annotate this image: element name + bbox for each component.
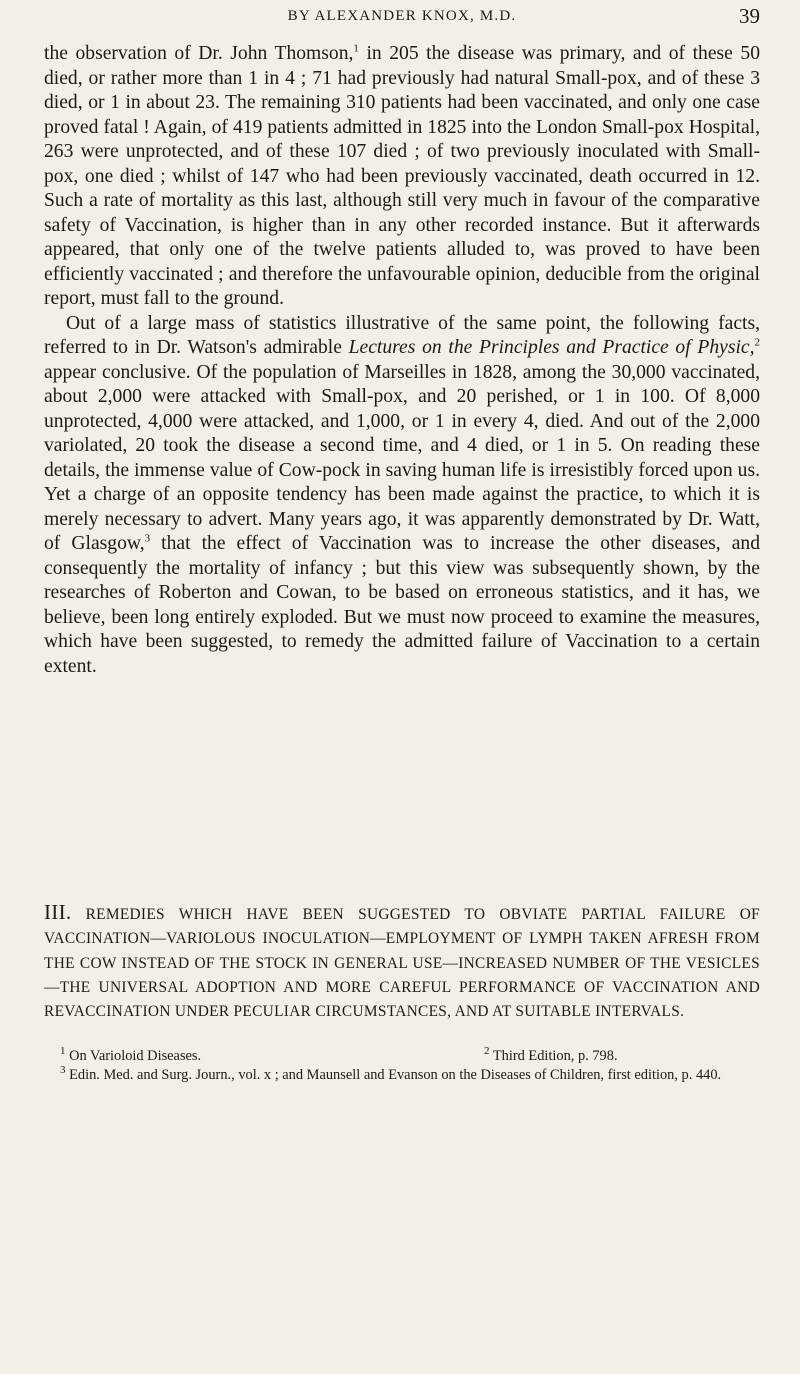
footnote-text: Third Edition, p. 798.: [489, 1048, 618, 1064]
footnote-text: Edin. Med. and Surg. Journ., vol. x ; and Maunsell and Evanson on the Diseases of Children, first edition, p. 440.: [65, 1067, 722, 1083]
footnote-marker: 2: [484, 1045, 490, 1058]
footnote-ref-2: 2: [754, 336, 761, 349]
running-title: BY ALEXANDER KNOX, M.D.: [287, 8, 517, 24]
page-number: 39: [739, 4, 760, 28]
text-run: Out of a large mass of statistics illustrative of the same point, the following facts, referred to in Dr. Watson's admirable: [44, 312, 760, 358]
footnote-ref-3: 3: [144, 532, 151, 545]
text-run: that the effect of Vaccination was to increase the other diseases, and consequently the mortality of infancy ; but this view was subsequently shown, by the researches of Roberton and Cowan, to be based on erroneous statistics, and it has, we believe, been long entirely exploded. But we must now proceed to examine the measures, which have been suggested, to remedy the admitted failure of Vaccination to a certain extent.: [44, 533, 760, 677]
book-title: Lectures on the Principles and Practice of Physic,: [348, 337, 755, 358]
footnote-1: [60, 1047, 201, 1066]
footnote-row: [44, 1047, 760, 1066]
running-head: [44, 4, 760, 34]
footnote-2: [484, 1047, 618, 1066]
footnote-3: [44, 1066, 760, 1085]
paragraph-1: [44, 42, 760, 312]
text-run: in 205 the disease was primary, and of these 50 died, or rather more than 1 in 4 ; 71 had previously had natural Small-pox, and of these 3 died, or 1 in about 23. The remaining 310 patients had been vaccinated, and only one case proved fatal ! Again, of 419 patients admitted in 1825 into the London Small-pox Hospital, 263 were unprotected, and of these 107 died ; of two previously inoculated with Small-pox, one died ; whilst of 147 who had been previously vaccinated, death occurred in 12. Such a rate of mortality as this last, although still very much in favour of the comparative safety of Vaccination, is higher than in any other recorded instance. But it afterwards appeared, that only one of the twelve patients alluded to, was proved to have been efficiently vaccinated ; and therefore the unfavourable opinion, deducible from the original report, must fall to the ground.: [44, 43, 760, 309]
text-run: appear conclusive. Of the population of Marseilles in 1828, among the 30,000 vaccinated, about 2,000 were attacked with Small-pox, and 20 perished, or 1 in 100. Of 8,000 unprotected, 4,000 were attacked, and 1,000, or 1 in every 4, died. And out of the 2,000 variolated, 20 took the disease a second time, and 4 died, or 1 in 5. On reading these details, the immense value of Cow-pock in saving human life is irresistibly forced upon us. Yet a charge of an opposite tendency has been made against the practice, to which it is merely necessary to advert. Many years ago, it was apparently demonstrated by Dr. Watt, of Glasgow,: [44, 361, 760, 554]
section-numeral: III.: [44, 900, 72, 924]
footnote-marker: 3: [60, 1064, 66, 1077]
text-run: the observation of Dr. John Thomson,: [44, 43, 354, 64]
section-heading: [44, 900, 760, 1024]
footnotes: [44, 1047, 760, 1085]
footnote-text: On Varioloid Diseases.: [65, 1048, 202, 1064]
body-text: [44, 42, 760, 679]
paragraph-2: [44, 312, 760, 680]
footnote-marker: 1: [60, 1045, 66, 1058]
footnote-ref-1: 1: [353, 42, 359, 55]
section-heading-text: REMEDIES WHICH HAVE BEEN SUGGESTED TO OBVIATE PARTIAL FAILURE OF VACCINATION—VARIOLOUS INOCULATION—EMPLOYMENT OF LYMPH TAKEN AFRESH FROM THE COW INSTEAD OF THE STOCK IN GENERAL USE—INCREASED NUMBER OF THE VESICLES—THE UNIVERSAL ADOPTION AND MORE CAREFUL PERFORMANCE OF VACCINATION AND REVACCINATION UNDER PECULIAR CIRCUMSTANCES, AND AT SUITABLE INTERVALS.: [44, 906, 761, 1021]
